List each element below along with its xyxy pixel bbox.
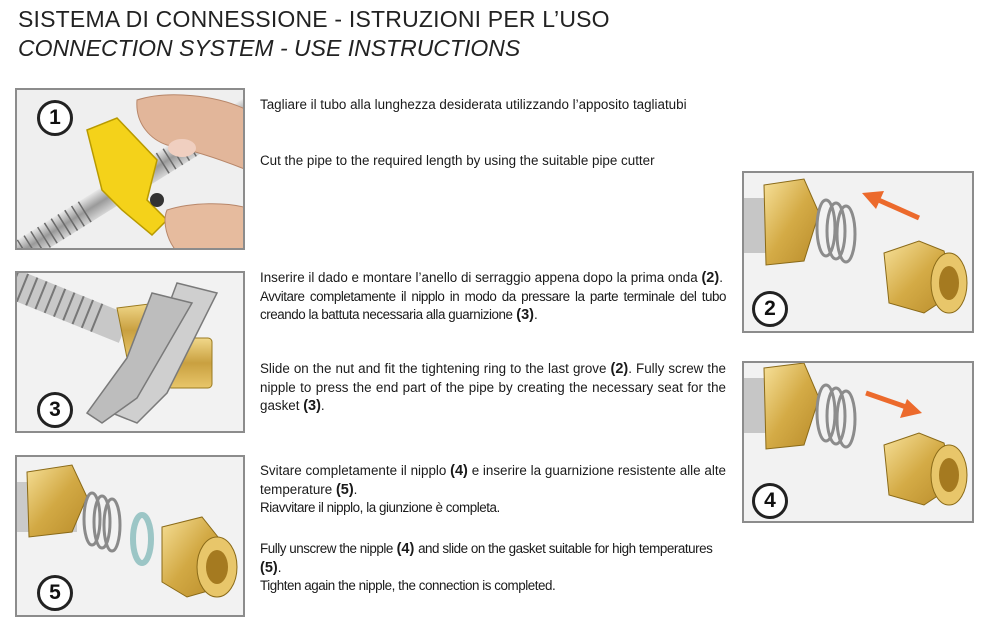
step-2-3-text-english — [260, 360, 726, 416]
step-3-english-sentence: . Fully screw the nipple to press the end part of the pipe by creating the necessary seat for the gasket — [260, 361, 726, 413]
step-4-5-text-italian — [260, 462, 726, 518]
punctuation: . — [353, 481, 358, 497]
punctuation: . — [719, 270, 723, 285]
step-number-5: 5 — [37, 575, 73, 611]
reference-4: (4) — [396, 541, 415, 557]
step-3-panel — [15, 271, 245, 433]
step-number-2: 2 — [752, 291, 788, 327]
step-number-1: 1 — [37, 100, 73, 136]
step-5-panel — [15, 455, 245, 617]
step-1-text-english: Cut the pipe to the required length by using the suitable pipe cutter — [260, 153, 655, 168]
reference-2: (2) — [610, 361, 629, 377]
punctuation: . — [533, 307, 538, 322]
step-1-panel — [15, 88, 245, 250]
reference-2: (2) — [701, 270, 720, 286]
step-2-english-sentence: Slide on the nut and fit the tightening ring to the last grove — [260, 361, 607, 376]
reference-5: (5) — [335, 481, 354, 498]
step-4-5-text-english — [260, 540, 726, 596]
step-number-4: 4 — [752, 483, 788, 519]
step-1-text-italian: Tagliare il tubo alla lunghezza desiderata utilizzando l’apposito tagliatubi — [260, 97, 687, 112]
reference-3: (3) — [303, 398, 321, 414]
punctuation: . — [277, 559, 282, 575]
completion-italian-sentence: Riavvitare il nipplo, la giunzione è completa. — [260, 500, 500, 515]
title-italian: SISTEMA DI CONNESSIONE - ISTRUZIONI PER L’USO — [18, 6, 610, 32]
step-4-italian-sentence: Svitare completamente il nipplo — [260, 463, 447, 478]
step-5-italian-sentence: e inserire la guarnizione resistente alle alte temperature — [260, 463, 726, 497]
punctuation: . — [320, 398, 325, 413]
step-4-panel — [742, 361, 974, 523]
reference-5: (5) — [260, 559, 278, 576]
title-english: CONNECTION SYSTEM - USE INSTRUCTIONS — [18, 35, 521, 61]
reference-3: (3) — [516, 307, 534, 323]
step-number-3: 3 — [37, 392, 73, 428]
step-4-english-sentence: Fully unscrew the nipple — [260, 541, 393, 556]
step-5-english-sentence: and slide on the gasket suitable for high temperatures — [418, 541, 713, 556]
step-3-italian-sentence: Avvitare completamente il nipplo in modo da pressare la parte terminale del tubo creando la battuta necessaria alla guarnizione — [260, 288, 726, 322]
step-2-panel — [742, 171, 974, 333]
reference-4: (4) — [450, 463, 468, 479]
step-2-italian-sentence: Inserire il dado e montare l’anello di serraggio appena dopo la prima onda — [260, 270, 698, 285]
step-2-3-text-italian — [260, 269, 726, 325]
completion-english-sentence: Tighten again the nipple, the connection is completed. — [260, 578, 556, 593]
